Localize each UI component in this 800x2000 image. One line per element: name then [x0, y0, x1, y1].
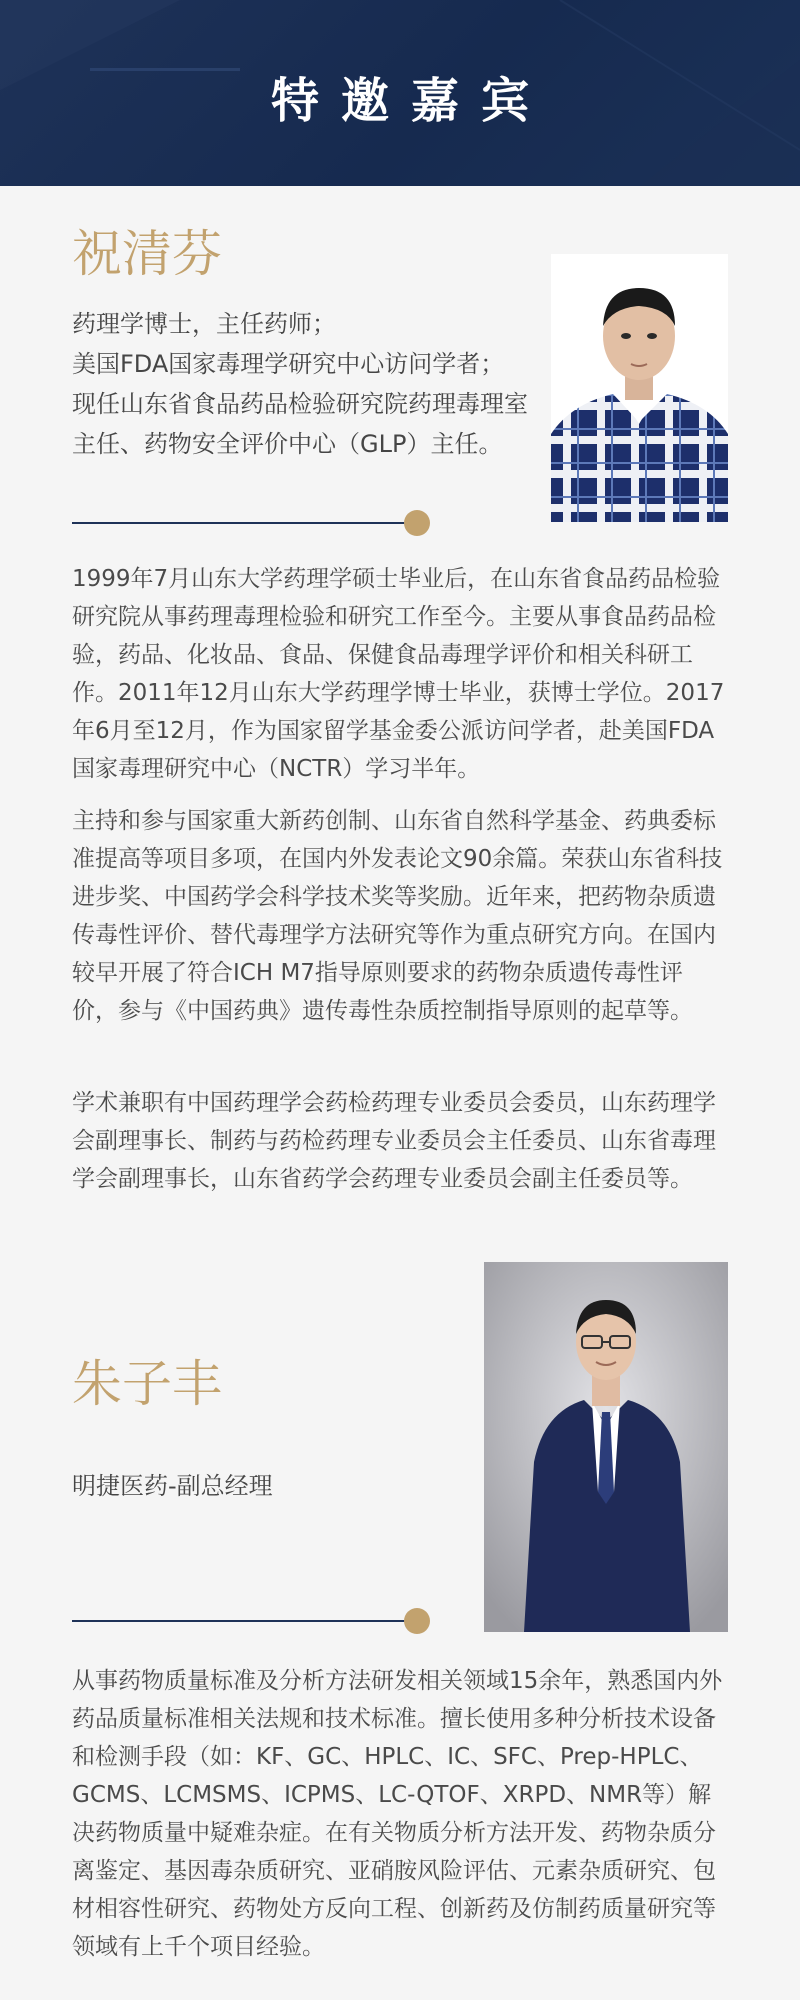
guest2-bio-paragraph: 从事药物质量标准及分析方法研发相关领域15余年，熟悉国内外药品质量标准相关法规和技术标准。擅长使用多种分析技术设备和检测手段（如：KF、GC、HPLC、IC、SFC、Prep-HPLC、GCMS、LCMSMS、ICPMS、LC-QTOF、XRPD、NMR等）解决药物质量中疑难杂症。在有关物质分析方法开发、药物杂质分离鉴定、基因毒杂质研究、亚硝胺风险评估、元素杂质研究、包材相容性研究、药物处方反向工程、创新药及仿制药质量研究等领域有上千个项目经验。	[72, 1668, 723, 1960]
guest1-photo	[551, 254, 728, 522]
guest1-title-line: 药理学博士，主任药师；	[72, 310, 336, 338]
guest1-title-line: 美国FDA国家毒理学研究中心访问学者；	[72, 350, 505, 378]
guest1-name: 祝清芬	[72, 225, 222, 283]
guest1-bio-paragraph: 主持和参与国家重大新药创制、山东省自然科学基金、药典委标准提高等项目多项，在国内外发表论文90余篇。荣获山东省科技进步奖、中国药学会科学技术奖等奖励。近年来，把药物杂质遗传毒性评价、替代毒理学方法研究等作为重点研究方向。在国内较早开展了符合ICH M7指导原则要求的药物杂质遗传毒性评价，参与《中国药典》遗传毒性杂质控制指导原则的起草等。	[72, 808, 723, 1024]
guest1-titles	[72, 304, 532, 464]
guest2-title-line: 明捷医药-副总经理	[72, 1472, 273, 1500]
guest2-titles	[72, 1466, 532, 1506]
guest1-bio-paragraph: 学术兼职有中国药理学会药检药理专业委员会委员，山东药理学会副理事长、制药与药检药理专业委员会主任委员、山东省毒理学会副理事长，山东省药学会药理专业委员会副主任委员等。	[72, 1090, 716, 1192]
header-banner	[0, 0, 800, 186]
guest2-photo	[484, 1262, 728, 1632]
guest2-name: 朱子丰	[72, 1355, 222, 1413]
guest1-divider	[72, 510, 430, 536]
guest1-bio-paragraph: 1999年7月山东大学药理学硕士毕业后，在山东省食品药品检验研究院从事药理毒理检验和研究工作至今。主要从事食品药品检验，药品、化妆品、食品、保健食品毒理学评价和相关科研工作。2011年12月山东大学药理学博士毕业，获博士学位。2017年6月至12月，作为国家留学基金委公派访问学者，赴美国FDA国家毒理研究中心（NCTR）学习半年。	[72, 566, 725, 782]
guest1-title-line: 现任山东省食品药品检验研究院药理毒理室主任、药物安全评价中心（GLP）主任。	[72, 390, 528, 458]
page-title: 特邀嘉宾	[270, 73, 551, 129]
guest2-divider	[72, 1608, 430, 1634]
